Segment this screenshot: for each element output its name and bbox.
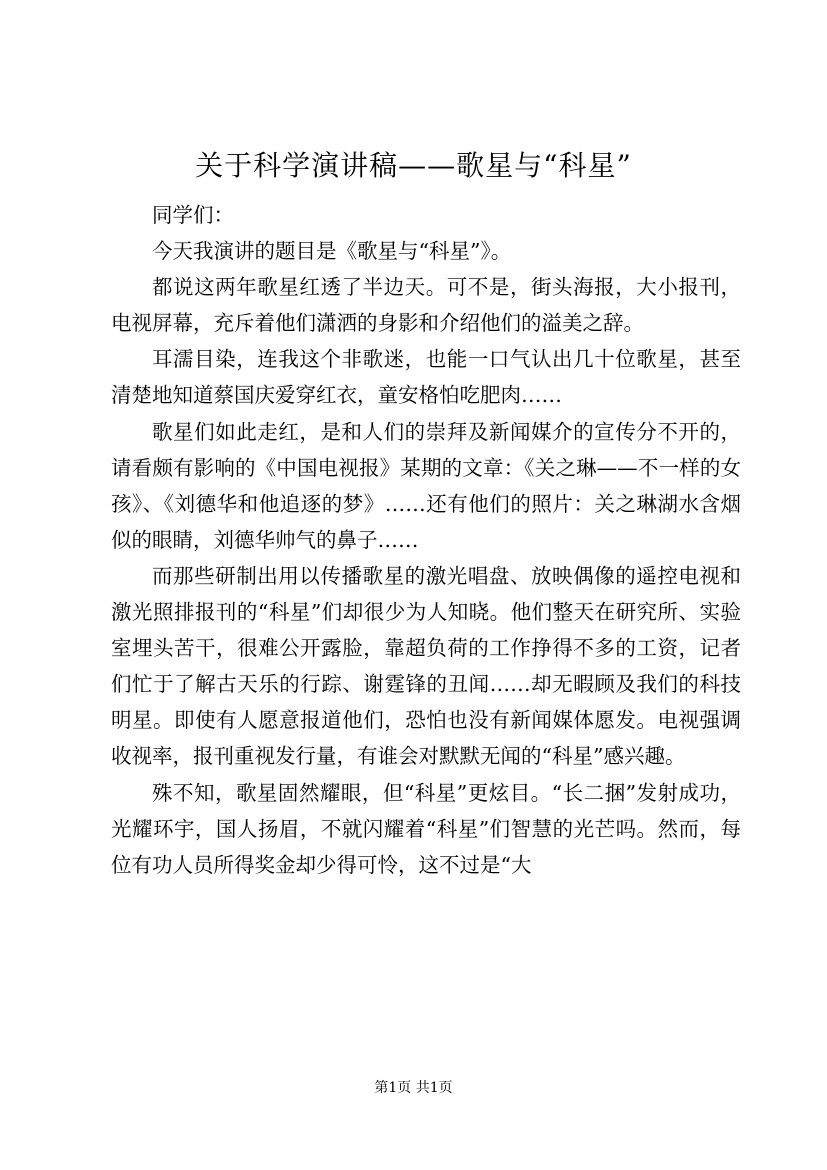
paragraph-greeting: 同学们： [152,203,234,227]
paragraph-5: 殊不知，歌星固然耀眼，但“科星”更炫目。“长二捆”发射成功，光耀环宇，国人扬眉，不就闪耀着“科星”们智慧的光芒吗。然而，每位有功人员所得奖金却少得可怜，这不过是“大 [111,780,741,877]
paragraph-1: 都说这两年歌星红透了半边天。可不是，街头海报，大小报刊，电视屏幕，充斥着他们潇洒的身影和介绍他们的溢美之辞。 [111,275,741,336]
paragraph-topic: 今天我演讲的题目是《歌星与“科星”》。 [152,239,512,264]
page-number-footer: 第1页 共1页 [374,1080,453,1096]
paragraph-3: 歌星们如此走红，是和人们的崇拜及新闻媒介的宣传分不开的，请看颇有影响的《中国电视报》某期的文章：《关之琳——不一样的女孩》、《刘德华和他追逐的梦》……还有他们的照片：关之琳湖水含烟似的眼睛，刘德华帅气的鼻子…… [111,419,741,552]
paragraph-4: 而那些研制出用以传播歌星的激光唱盘、放映偶像的遥控电视和激光照排报刊的“科星”们却很少为人知晓。他们整天在研究所、实验室埋头苦干，很难公开露脸，靠超负荷的工作挣得不多的工资，记者们忙于了解古天乐的行踪、谢霆锋的丑闻……却无暇顾及我们的科技明星。即使有人愿意报道他们，恐怕也没有新闻媒体愿发。电视强调收视率，报刊重视发行量，有谁会对默默无闻的“科星”感兴趣。 [111,563,741,769]
document-title: 关于科学演讲稿——歌星与“科星” [195,149,632,182]
document-body [111,197,741,883]
paragraph-2: 耳濡目染，连我这个非歌迷，也能一口气认出几十位歌星，甚至清楚地知道蔡国庆爱穿红衣，童安格怕吃肥肉…… [111,347,741,408]
